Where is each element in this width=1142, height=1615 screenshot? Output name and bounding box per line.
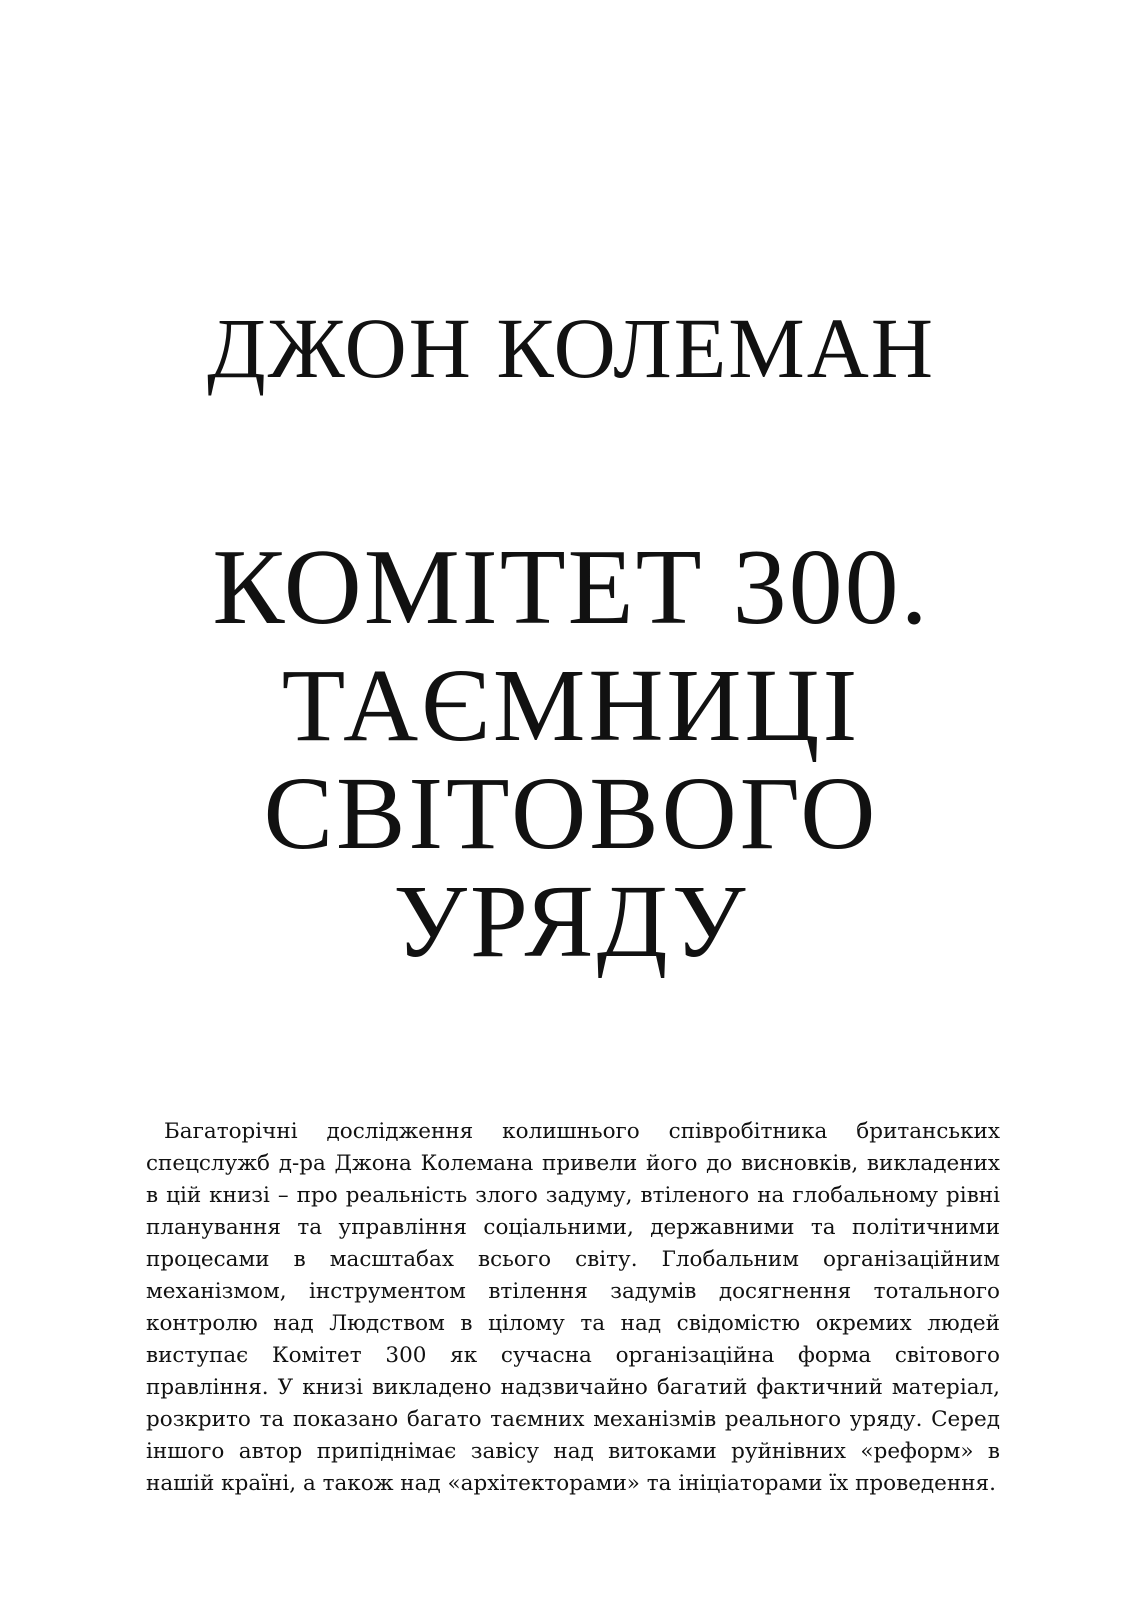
author-name: ДЖОН КОЛЕМАН	[207, 300, 935, 396]
book-annotation: Багаторічні дослідження колишнього співробітника британських спецслужб д-ра Джона Колемана привели його до висновків, викладених в цій книзі – про реальність злого задуму, втіленого на глобальному рівні планування та управління соціальними, державними та політичними процесами в масштабах всього світу. Глобальним організаційним механізмом, інструментом втілення задумів досягнення тотального контролю над Людством в цілому та над свідомістю окремих людей виступає Комітет 300 як сучасна організаційна форма світового правління. У книзі викладено надзвичайно багатий фактичний матеріал, розкрито та показано багато таємних механізмів реального уряду. Серед іншого автор припіднімає завісу над витоками руйнівних «реформ» в нашій країні, а також над «архітекторами» та ініціаторами їх проведення.	[146, 1119, 1000, 1496]
book-subtitle-line-3: УРЯДУ	[393, 864, 749, 979]
book-subtitle-line-1: ТАЄМНИЦІ	[281, 648, 861, 763]
book-title-main: КОМІТЕТ 300.	[212, 528, 930, 647]
book-subtitle	[0, 648, 1142, 979]
book-title	[0, 528, 1142, 979]
book-subtitle-line-2: СВІТОВОГО	[263, 756, 879, 871]
